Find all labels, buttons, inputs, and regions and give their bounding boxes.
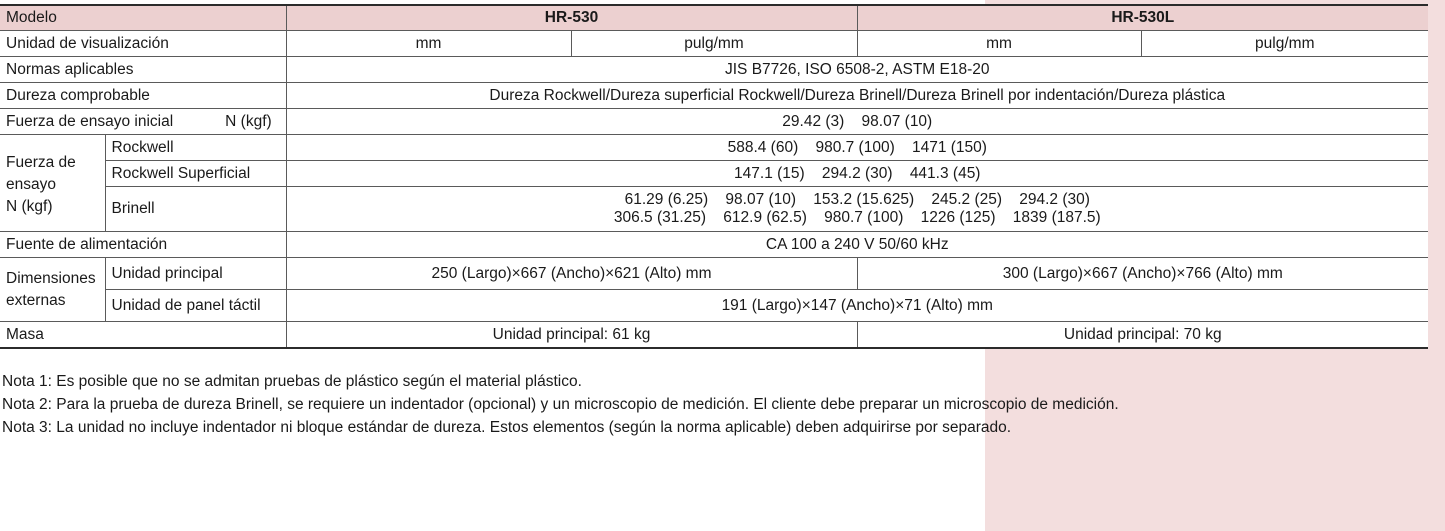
rockwell-label: Rockwell — [105, 135, 286, 161]
hardness-row — [0, 83, 1428, 109]
touch-panel-label: Unidad de panel táctil — [105, 290, 286, 322]
test-force-label: Fuerza de ensayo — [6, 154, 76, 193]
hardness-value: Dureza Rockwell/Dureza superficial Rockwell/Dureza Brinell/Dureza Brinell por indentación/Dureza plástica — [286, 83, 1428, 109]
main-unit-label: Unidad principal — [105, 258, 286, 290]
brinell-label: Brinell — [105, 187, 286, 232]
mass-label: Masa — [0, 322, 286, 349]
power-row — [0, 232, 1428, 258]
initial-force-label: Fuerza de ensayo inicial — [6, 112, 174, 130]
initial-force-label-cell — [0, 109, 286, 135]
power-label: Fuente de alimentación — [0, 232, 286, 258]
initial-force-value: 29.42 (3) 98.07 (10) — [286, 109, 1428, 135]
test-force-unit: N (kgf) — [6, 198, 53, 215]
display-unit-cell: pulg/mm — [1141, 31, 1428, 57]
hardness-label: Dureza comprobable — [0, 83, 286, 109]
note-line: Nota 2: Para la prueba de dureza Brinell, se requiere un indentador (opcional) y un microscopio de medición. El cliente debe preparar un microscopio de medición. — [2, 396, 1119, 413]
initial-force-row — [0, 109, 1428, 135]
model-hr530l: HR-530L — [857, 5, 1428, 31]
mass-row — [0, 322, 1428, 349]
initial-force-unit: N (kgf) — [225, 112, 272, 130]
brinell-row — [0, 187, 1428, 232]
display-unit-cell: pulg/mm — [571, 31, 857, 57]
brinell-line: 61.29 (6.25) 98.07 (10) 153.2 (15.625) 245.2 (25) 294.2 (30) — [624, 191, 1090, 208]
rockwell-row — [0, 135, 1428, 161]
mass-value: Unidad principal: 70 kg — [857, 322, 1428, 349]
display-unit-cell: mm — [286, 31, 571, 57]
test-force-label-cell — [0, 135, 105, 232]
rockwell-value: 588.4 (60) 980.7 (100) 1471 (150) — [286, 135, 1428, 161]
rockwell-sup-value: 147.1 (15) 294.2 (30) 441.3 (45) — [286, 161, 1428, 187]
display-unit-row — [0, 31, 1428, 57]
spec-table — [0, 4, 1428, 349]
model-hr530: HR-530 — [286, 5, 857, 31]
display-unit-cell: mm — [857, 31, 1141, 57]
display-unit-label: Unidad de visualización — [0, 31, 286, 57]
model-row — [0, 5, 1428, 31]
power-value: CA 100 a 240 V 50/60 kHz — [286, 232, 1428, 258]
brinell-line: 306.5 (31.25) 612.9 (62.5) 980.7 (100) 1226 (125) 1839 (187.5) — [613, 209, 1101, 226]
mass-value: Unidad principal: 61 kg — [286, 322, 857, 349]
standards-row — [0, 57, 1428, 83]
touch-panel-row — [0, 290, 1428, 322]
brinell-value-cell — [286, 187, 1428, 232]
rockwell-sup-label: Rockwell Superficial — [105, 161, 286, 187]
standards-label: Normas aplicables — [0, 57, 286, 83]
main-unit-row — [0, 258, 1428, 290]
note-line: Nota 1: Es posible que no se admitan pruebas de plástico según el material plástico. — [2, 373, 582, 390]
note-line: Nota 3: La unidad no incluye indentador ni bloque estándar de dureza. Estos elementos (según la norma aplicable) deben adquirirse por separado. — [2, 419, 1012, 436]
model-label: Modelo — [0, 5, 286, 31]
dimensions-label: Dimensiones externas — [0, 258, 105, 322]
rockwell-sup-row — [0, 161, 1428, 187]
touch-panel-value: 191 (Largo)×147 (Ancho)×71 (Alto) mm — [286, 290, 1428, 322]
standards-value: JIS B7726, ISO 6508-2, ASTM E18-20 — [286, 57, 1428, 83]
notes — [0, 370, 1119, 439]
main-unit-value: 300 (Largo)×667 (Ancho)×766 (Alto) mm — [857, 258, 1428, 290]
main-unit-value: 250 (Largo)×667 (Ancho)×621 (Alto) mm — [286, 258, 857, 290]
